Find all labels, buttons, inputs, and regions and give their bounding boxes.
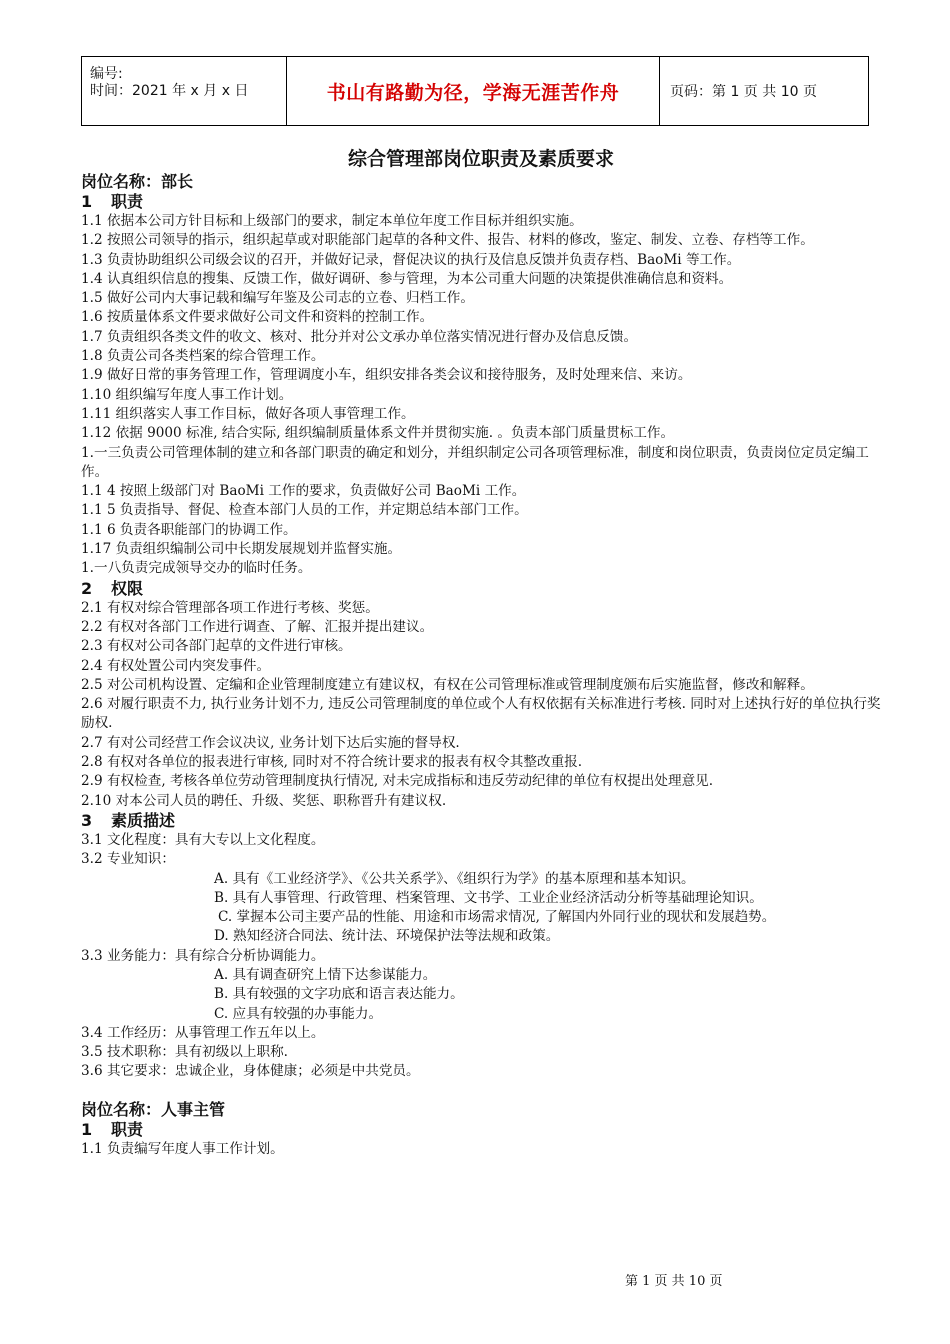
post-title: 岗位名称：人事主管 [81, 1099, 226, 1119]
duty-item: 1.11 组织落实人事工作目标，做好各项人事管理工作。 [81, 405, 415, 422]
doc-number-label: 编号: [90, 65, 123, 82]
duty-item: 1.9 做好日常的事务管理工作，管理调度小车，组织安排各类会议和接待服务，及时处理来信、来访。 [81, 367, 692, 384]
quality-list [81, 831, 881, 1082]
quality-item: 3.4 工作经历：从事管理工作五年以上。 [81, 1024, 325, 1041]
ability-item: A. 具有调查研究上情下达参谋能力。 [214, 966, 437, 983]
duty-item: 1.1 负责编写年度人事工作计划。 [81, 1140, 284, 1157]
powers-list [81, 599, 881, 811]
duty-item: 1.17 负责组织编制公司中长期发展规划并监督实施。 [81, 541, 402, 558]
power-item: 2.10 对本公司人员的聘任、升级、奖惩、职称晋升有建议权. [81, 792, 447, 809]
quality-item: 3.3 业务能力：具有综合分析协调能力。 [81, 947, 325, 964]
section-heading [81, 811, 881, 831]
knowledge-item: A. 具有《工业经济学》、《公共关系学》、《组织行为学》的基本原理和基本知识。 [214, 870, 695, 887]
ability-item: C. 应具有较强的办事能力。 [214, 1005, 383, 1022]
duty-item: 1.5 做好公司内大事记载和编写年鉴及公司志的立卷、归档工作。 [81, 290, 474, 307]
power-item: 2.5 对公司机构设置、定编和企业管理制度建立有建议权，有权在公司管理标准或管理制度颁布后实施监督，修改和解释。 [81, 676, 814, 693]
power-item: 2.7 有对公司经营工作会议决议, 业务计划下达后实施的督导权. [81, 734, 460, 751]
ability-item: B. 具有较强的文字功底和语言表达能力。 [214, 986, 464, 1003]
section-heading [81, 579, 881, 599]
knowledge-item: D. 熟知经济合同法、统计法、环境保护法等法规和政策。 [214, 928, 560, 945]
section-number: 1 [81, 1119, 93, 1139]
section-title: 素质描述 [111, 810, 176, 830]
post-title: 岗位名称：部长 [81, 172, 194, 191]
knowledge-item: B. 具有人事管理、行政管理、档案管理、文书学、工业企业经济活动分析等基础理论知识。 [214, 889, 763, 906]
duty-item: 1.12 依据 9000 标准, 结合实际, 组织编制质量体系文件并贯彻实施. 。负责本部门质量贯标工作。 [81, 425, 675, 442]
duty-item: 1.1 依据本公司方针目标和上级部门的要求，制定本单位年度工作目标并组织实施。 [81, 213, 583, 229]
duty-item: 1.1 4 按照上级部门对 BaoMi 工作的要求，负责做好公司 BaoMi 工作。 [81, 483, 526, 500]
section-heading [81, 192, 881, 212]
duty-item: 1.7 负责组织各类文件的收文、核对、批分并对公文承办单位落实情况进行督办及信息反馈。 [81, 328, 638, 345]
duty-item: 1.4 认真组织信息的搜集、反馈工作，做好调研、参与管理，为本公司重大问题的决策提供准确信息和资料。 [81, 270, 733, 287]
power-item: 2.1 有权对综合管理部各项工作进行考核、奖惩。 [81, 599, 379, 616]
section-title: 职责 [111, 1119, 144, 1139]
quality-item: 3.6 其它要求：忠诚企业，身体健康；必须是中共党员。 [81, 1063, 420, 1080]
duty-item: 1.10 组织编写年度人事工作计划。 [81, 386, 293, 403]
section-number: 1 [81, 192, 93, 211]
duties-list [81, 212, 881, 579]
power-item: 2.2 有权对各部门工作进行调查、了解、汇报并提出建议。 [81, 618, 434, 635]
page-footer: 第 1 页 共 10 页 [625, 1274, 723, 1289]
duty-item: 1.一八负责完成领导交办的临时任务。 [81, 560, 312, 577]
duty-item: 1.6 按质量体系文件要求做好公司文件和资料的控制工作。 [81, 309, 434, 326]
knowledge-item: C. 掌握本公司主要产品的性能、用途和市场需求情况, 了解国内外同行业的现状和发展趋势。 [218, 909, 776, 926]
duty-item: 1.2 按照公司领导的指示，组织起草或对职能部门起草的各种文件、报告、材料的修改，鉴定、制发、立卷、存档等工作。 [81, 232, 814, 249]
header-page-label: 页码：第 1 页 共 10 页 [660, 57, 869, 126]
section-title: 权限 [111, 578, 144, 598]
power-item: 2.8 有权对各单位的报表进行审核, 同时对不符合统计要求的报表有权令其整改重报. [81, 754, 583, 771]
power-item: 2.3 有权对公司各部门起草的文件进行审核。 [81, 638, 352, 655]
document-body [81, 146, 881, 1159]
section-number: 3 [81, 810, 93, 830]
doc-time-label: 时间：2021 年 x 月 x 日 [90, 82, 249, 99]
section-title: 职责 [111, 192, 144, 211]
header-motto: 书山有路勤为径，学海无涯苦作舟 [287, 57, 660, 126]
quality-item: 3.5 技术职称：具有初级以上职称. [81, 1044, 288, 1061]
duty-item: 1.3 负责协助组织公司级会议的召开，并做好记录，督促决议的执行及信息反馈并负责存档、BaoMi 等工作。 [81, 251, 741, 268]
quality-item: 3.1 文化程度：具有大专以上文化程度。 [81, 831, 325, 848]
section-number: 2 [81, 578, 93, 598]
duty-item: 1.一三负责公司管理体制的建立和各部门职责的确定和划分，并组织制定公司各项管理标准，制度和岗位职责，负责岗位定员定编工作。 [81, 444, 869, 480]
header-meta [82, 57, 287, 126]
power-item: 2.9 有权检查, 考核各单位劳动管理制度执行情况, 对未完成指标和违反劳动纪律的单位有权提出处理意见. [81, 773, 714, 790]
duty-item: 1.8 负责公司各类档案的综合管理工作。 [81, 348, 325, 365]
quality-item: 3.2 专业知识： [81, 851, 175, 868]
duty-item: 1.1 5 负责指导、督促、检查本部门人员的工作，并定期总结本部门工作。 [81, 502, 528, 519]
document-title: 综合管理部岗位职责及素质要求 [347, 148, 614, 170]
header-table [81, 56, 869, 126]
power-item: 2.4 有权处置公司内突发事件。 [81, 657, 271, 674]
duty-item: 1.1 6 负责各职能部门的协调工作。 [81, 521, 297, 538]
section-heading [81, 1120, 881, 1140]
power-item: 2.6 对履行职责不力, 执行业务计划不力, 违反公司管理制度的单位或个人有权依据有关标准进行考核. 同时对上述执行好的单位执行奖励权. [81, 696, 881, 732]
